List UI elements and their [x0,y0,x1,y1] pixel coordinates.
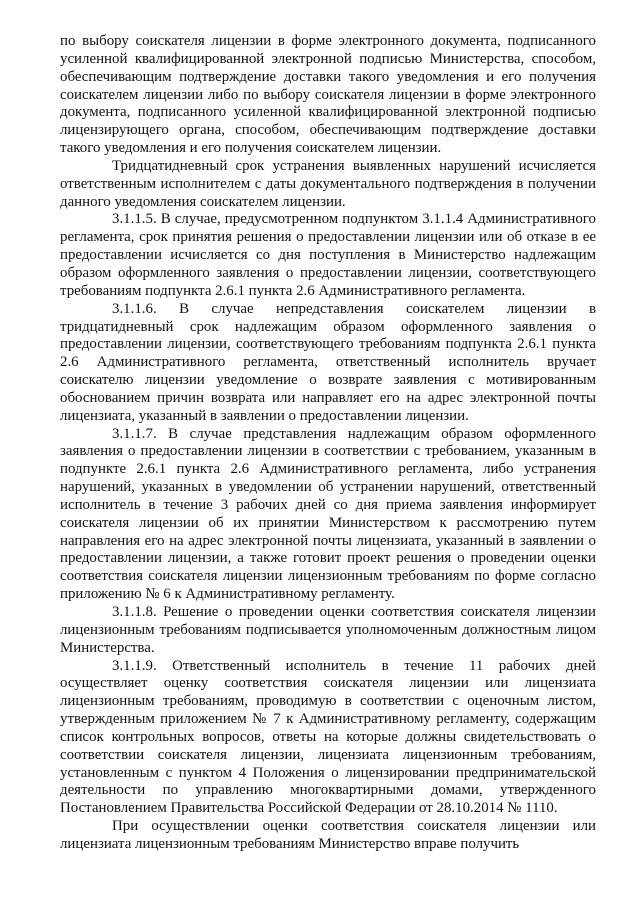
paragraph-3-1-1-9: 3.1.1.9. Ответственный исполнитель в течение 11 рабочих дней осуществляет оценку соответствия соискателя лицензии или лицензиата лицензионным требованиям, проводимую в соответствии с оценочным листом, утвержденным приложением № 7 к Административному регламенту, содержащим список контрольных вопросов, ответы на которые должны свидетельствовать о соответствии соискателя лицензии, лицензиата лицензионным требованиям, установленным с пунктом 4 Положения о лицензировании предпринимательской деятельности по управлению многоквартирными домами, утвержденного Постановлением Правительства Российской Федерации от 28.10.2014 № 1110. [60,657,596,817]
paragraph-assessment-continued: При осуществлении оценки соответствия соискателя лицензии или лицензиата лицензионным требованиям Министерство вправе получить [60,818,596,852]
paragraph-3-1-1-6: 3.1.1.6. В случае непредставления соискателем лицензии в тридцатидневный срок надлежащим образом оформленного заявления о предоставлении лицензии, соответствующего требованиям подпункта 2.6.1 пункта 2.6 Административного регламента, ответственный исполнитель вручает соискателю лицензии уведомление о возврате заявления с мотивированным обоснованием причин возврата или направляет его на адрес электронной почты лицензиата, указанный в заявлении о предоставлении лицензии. [60,300,596,424]
paragraph-3-1-1-7: 3.1.1.7. В случае представления надлежащим образом оформленного заявления о предоставлении лицензии в соответствии с требованием, указанным в подпункте 2.6.1 пункта 2.6 Административного регламента, либо устранения нарушений, указанных в уведомлении об устранении нарушений, ответственный исполнитель в течение 3 рабочих дней со дня приема заявления информирует соискателя лицензии об их принятии Министерством к рассмотрению путем направления его на адрес электронной почты лицензиата, указанный в заявлении о предоставлении лицензии, а также готовит проект решения о проведении оценки соответствия соискателя лицензии лицензионным требованиям по форме согласно приложению № 6 к Административному регламенту. [60,425,596,603]
paragraph-3-1-1-5: 3.1.1.5. В случае, предусмотренном подпунктом 3.1.1.4 Административного регламента, срок принятия решения о предоставлении лицензии или об отказе в ее предоставлении исчисляется со дня поступления в Министерство надлежащим образом оформленного заявления о предоставлении лицензии, соответствующего требованиям подпункта 2.6.1 пункта 2.6 Административного регламента. [60,211,596,299]
document-body [60,33,596,854]
paragraph-thirty-day-term: Тридцатидневный срок устранения выявленных нарушений исчисляется ответственным исполнителем с даты документального подтверждения в получении данного уведомления соискателем лицензии. [60,157,596,210]
paragraph-notification-delivery: по выбору соискателя лицензии в форме электронного документа, подписанного усиленной квалифицированной электронной подписью Министерства, способом, обеспечивающим подтверждение доставки такого уведомления и его получения соискателем лицензии либо по выбору соискателя лицензии в форме электронного документа, подписанного усиленной квалифицированной электронной подписью лицензирующего органа, способом, обеспечивающим подтверждение доставки такого уведомления и его получения соискателем лицензии. [60,33,596,157]
paragraph-3-1-1-8: 3.1.1.8. Решение о проведении оценки соответствия соискателя лицензии лицензионным требованиям подписывается уполномоченным должностным лицом Министерства. [60,604,596,656]
